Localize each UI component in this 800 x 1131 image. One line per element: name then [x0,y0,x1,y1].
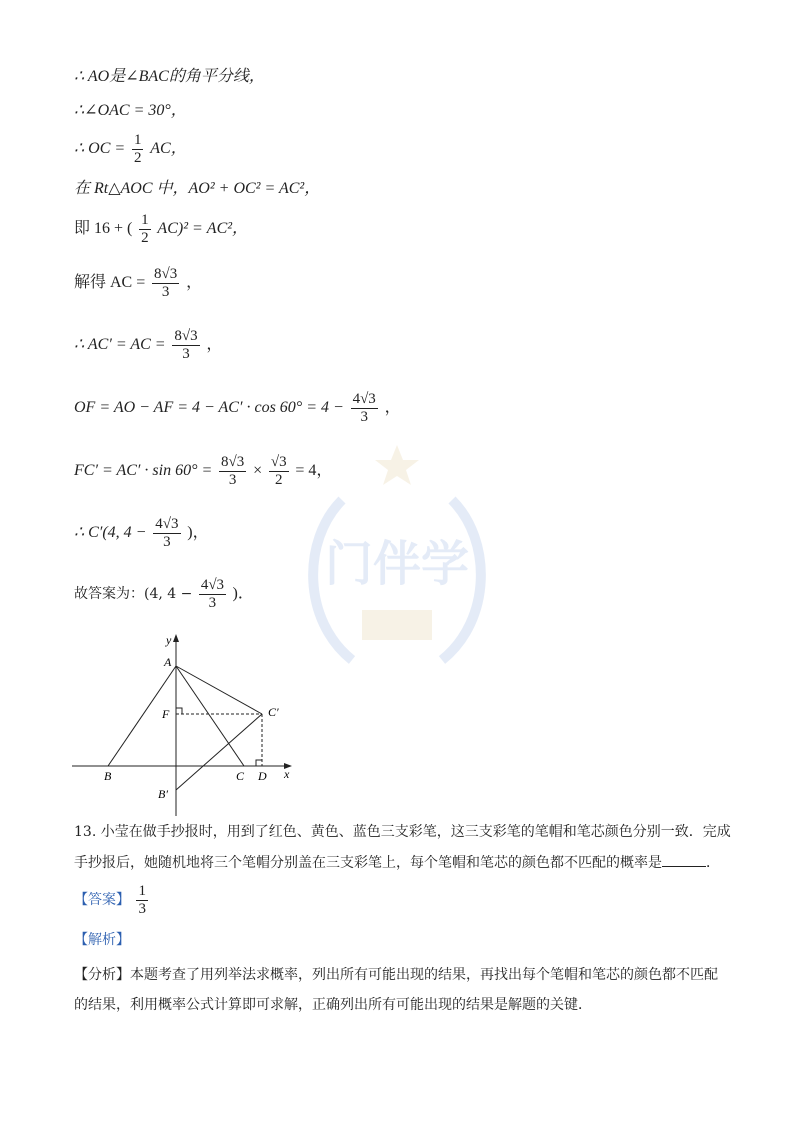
line-text: OF = AO − AF = 4 − AC′ · cos 60° = 4 − [74,399,344,416]
solution-line-1 [74,66,265,87]
denominator: 3 [360,408,368,425]
fraction [139,212,151,247]
fraction [152,266,179,301]
solution-line-2 [74,100,187,121]
segment-B-prime-C-prime [176,714,262,790]
solution-line-8 [74,387,401,428]
solution-line-3 [74,128,187,169]
numerator: 8√3 [221,453,245,470]
line-text: ∴ C′(4, 4 − [74,524,147,541]
label-C: C [236,769,245,783]
line-text: AC， [150,140,187,157]
denominator: 3 [161,283,170,300]
denominator: 2 [141,229,149,246]
solution-line-9 [74,450,332,491]
line-text: )． [232,585,254,602]
fenxi-tag: 【分析】 [74,967,130,983]
answer-blank [662,852,706,867]
answer-fraction [136,883,148,918]
denominator: 2 [274,471,283,488]
label-y: y [166,633,172,647]
fraction [351,391,378,426]
right-angle-mark-D [256,760,262,766]
fraction [269,454,289,489]
question-line-2 [74,852,731,873]
solution-line-4 [74,178,320,199]
label-B-prime: B′ [158,787,168,801]
label-B: B [104,769,112,783]
denominator: 3 [182,345,190,362]
numerator: 4√3 [200,576,225,593]
line-text: 即 16 + ( [74,220,133,237]
question-line-2-end: ． [706,855,720,871]
analysis-line-1 [74,960,718,990]
denominator: 3 [208,594,217,611]
solution-line-6 [74,262,202,303]
question-line-2-text: 手抄报后，她随机地将三个笔帽分别盖在三支彩笔上，每个笔帽和笔芯的颜色都不匹配的概率是 [74,855,662,871]
geometry-diagram [70,632,300,822]
star-icon [375,445,419,485]
watermark-text: 门伴学 [324,536,470,592]
solution-line-5 [74,208,248,249]
y-axis-arrow [173,634,179,642]
denominator: 3 [228,471,237,488]
segment-AC [176,666,244,766]
numerator: 1 [133,131,142,148]
line-text: ， [206,336,223,353]
numerator: 4√3 [155,515,179,532]
solution-line-11 [74,574,254,614]
label-D: D [258,769,267,783]
label-A: A [164,655,172,669]
numerator: 1 [138,882,146,899]
line-text: ∴ OC = [74,140,126,157]
line-text: = 4， [295,462,333,479]
fraction [199,577,226,612]
line-text: ∴ AC′ = AC = [74,336,166,353]
line-text: ， [384,399,401,416]
fraction [132,132,144,167]
denominator: 3 [163,533,171,550]
numerator: 8√3 [154,265,178,282]
label-F: F [162,707,170,721]
numerator: √3 [270,453,287,470]
answer-line [74,880,150,920]
label-x: x [284,767,290,781]
solution-line-10 [74,512,209,553]
segment-AC-prime [176,666,262,714]
line-text: )， [187,524,209,541]
line-text: 故答案为：(4, 4 − [74,586,193,602]
question-13 [74,822,731,873]
analysis-text-1: 本题考查了用列举法求概率，列出所有可能出现的结果，再找出每个笔帽和笔芯的颜色都不匹配 [130,967,718,983]
line-text: 在 Rt△AOC 中，AO² + OC² = AC²， [74,180,321,197]
analysis-tag: 【解析】 [74,932,130,948]
answer-tag: 【答案】 [74,892,130,908]
label-C-prime: C′ [268,705,279,719]
numerator: 1 [141,211,149,228]
line-text: ， [186,274,203,291]
analysis-paragraph [74,960,718,1020]
times-sign: × [253,462,263,479]
solution-line-7 [74,324,222,365]
numerator: 8√3 [174,327,198,344]
fraction [172,328,199,363]
analysis-line-2: 的结果，利用概率公式计算即可求解，正确列出所有可能出现的结果是解题的关键． [74,997,592,1013]
numerator: 4√3 [352,390,376,407]
line-text: 解得 AC = [74,274,146,291]
question-line-1: 13. 小莹在做手抄报时，用到了红色、黄色、蓝色三支彩笔，这三支彩笔的笔帽和笔芯颜色分别一致．完成 [74,824,731,840]
book-icon [362,610,432,640]
line-text: ∴∠OAC = 30°， [74,102,187,119]
right-angle-mark-F [176,708,182,714]
line-text: ∴ AO是∠BAC的角平分线， [74,68,265,85]
line-text: AC)² = AC²， [157,220,249,237]
denominator: 2 [133,149,142,166]
fraction [153,516,180,551]
denominator: 3 [138,900,146,917]
line-text: FC′ = AC′ · sin 60° = [74,462,213,479]
fraction [219,454,246,489]
